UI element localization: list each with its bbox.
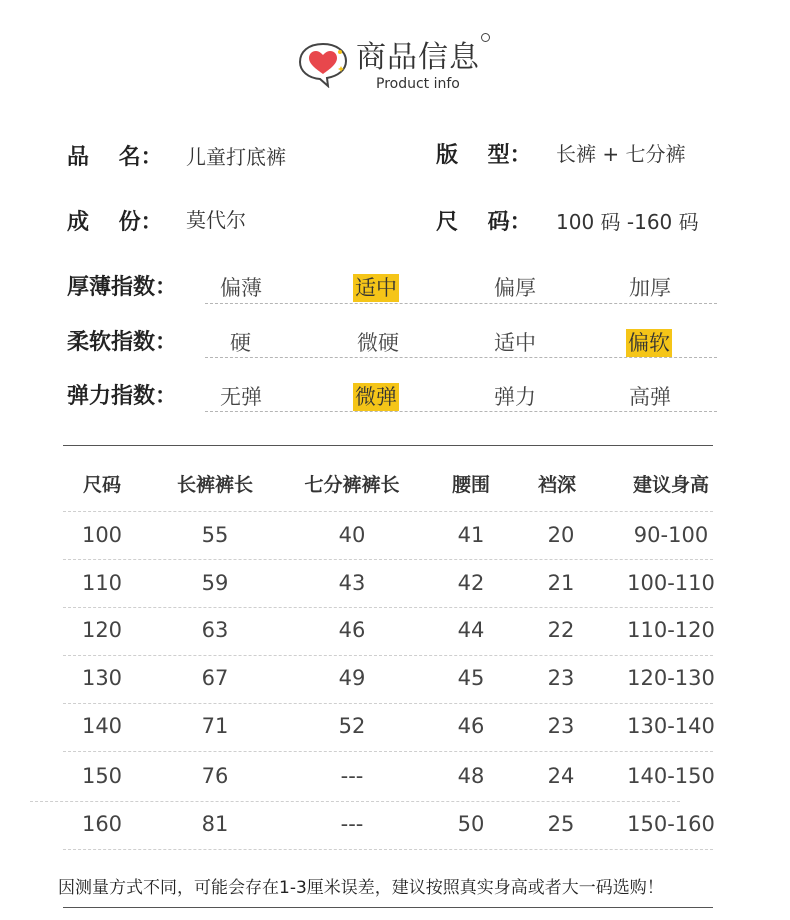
table-cell: 140 bbox=[81, 714, 123, 738]
elasticity-index-label: 弹力指数： bbox=[67, 384, 178, 409]
header-height: 建议身高 bbox=[632, 474, 710, 496]
softness-option-slightly-hard: 微硬 bbox=[357, 331, 399, 355]
table-cell: 46 bbox=[457, 714, 485, 738]
table-cell: 22 bbox=[547, 618, 575, 642]
thickness-index-label: 厚薄指数： bbox=[67, 275, 178, 300]
table-cell: 21 bbox=[547, 571, 575, 595]
table-cell: 140-150 bbox=[627, 764, 715, 788]
table-cell: 40 bbox=[338, 523, 366, 547]
table-bottom-rule bbox=[63, 907, 713, 908]
table-cell: 20 bbox=[547, 523, 575, 547]
size-value: 100 码 -160 码 bbox=[556, 210, 699, 234]
heart-speech-bubble-icon bbox=[296, 38, 352, 88]
degree-ring-decoration bbox=[481, 33, 490, 42]
name-label: 品 名： bbox=[67, 145, 163, 170]
table-cell: 63 bbox=[201, 618, 229, 642]
table-cell: 23 bbox=[547, 714, 575, 738]
row-divider bbox=[63, 751, 713, 752]
table-cell: 100-110 bbox=[627, 571, 715, 595]
table-cell: 100 bbox=[81, 523, 123, 547]
table-cell: 130-140 bbox=[627, 714, 715, 738]
table-cell: 52 bbox=[338, 714, 366, 738]
softness-option-hard: 硬 bbox=[230, 331, 251, 355]
table-cell: 48 bbox=[457, 764, 485, 788]
header-rise: 裆深 bbox=[537, 474, 577, 496]
measurement-note: 因测量方式不同，可能会存在1-3厘米误差，建议按照真实身高或者大一码选购！ bbox=[58, 878, 664, 898]
elasticity-option-slight: 微弹 bbox=[355, 385, 397, 409]
header-waist: 腰围 bbox=[451, 474, 491, 496]
table-cell: 55 bbox=[201, 523, 229, 547]
table-cell: 41 bbox=[457, 523, 485, 547]
softness-option-medium: 适中 bbox=[494, 331, 536, 355]
header-size: 尺码 bbox=[82, 474, 122, 496]
table-cell: 42 bbox=[457, 571, 485, 595]
name-value: 儿童打底裤 bbox=[186, 145, 286, 169]
row-divider bbox=[30, 801, 680, 802]
softness-index-label: 柔软指数： bbox=[67, 330, 178, 355]
elasticity-option-high: 高弹 bbox=[629, 385, 671, 409]
row-divider bbox=[63, 703, 713, 704]
table-cell: 150-160 bbox=[627, 812, 715, 836]
elasticity-option-stretch: 弹力 bbox=[494, 385, 536, 409]
table-cell: 76 bbox=[201, 764, 229, 788]
table-cell: 24 bbox=[547, 764, 575, 788]
row-divider bbox=[63, 511, 713, 512]
table-cell: 90-100 bbox=[633, 523, 709, 547]
table-cell: 59 bbox=[201, 571, 229, 595]
table-cell: 49 bbox=[338, 666, 366, 690]
table-cell: 25 bbox=[547, 812, 575, 836]
table-cell: 81 bbox=[201, 812, 229, 836]
thickness-index-line bbox=[205, 303, 717, 304]
section-subtitle: Product info bbox=[376, 76, 460, 92]
style-label: 版 型： bbox=[436, 143, 532, 168]
material-value: 莫代尔 bbox=[186, 208, 246, 232]
table-cell: 45 bbox=[457, 666, 485, 690]
elasticity-option-none: 无弹 bbox=[220, 385, 262, 409]
table-cell: 71 bbox=[201, 714, 229, 738]
table-cell: 150 bbox=[81, 764, 123, 788]
elasticity-index-line bbox=[205, 411, 717, 412]
header-pants-length: 长裤裤长 bbox=[176, 474, 254, 496]
table-cell: 23 bbox=[547, 666, 575, 690]
section-title: 商品信息 bbox=[356, 40, 480, 75]
table-cell: 44 bbox=[457, 618, 485, 642]
thickness-option-extra-thick: 加厚 bbox=[629, 276, 671, 300]
material-label: 成 份： bbox=[67, 210, 163, 235]
softness-index-line bbox=[205, 357, 717, 358]
table-cell: 43 bbox=[338, 571, 366, 595]
thickness-option-thin: 偏薄 bbox=[220, 276, 262, 300]
table-cell: 67 bbox=[201, 666, 229, 690]
table-cell: 110-120 bbox=[627, 618, 715, 642]
table-cell: 130 bbox=[81, 666, 123, 690]
thickness-option-thick: 偏厚 bbox=[494, 276, 536, 300]
row-divider bbox=[63, 849, 713, 850]
row-divider bbox=[63, 607, 713, 608]
header-capri-length: 七分裤裤长 bbox=[304, 474, 400, 496]
table-cell: --- bbox=[340, 812, 364, 836]
table-cell: 160 bbox=[81, 812, 123, 836]
table-cell: 50 bbox=[457, 812, 485, 836]
softness-option-soft: 偏软 bbox=[628, 331, 670, 355]
row-divider bbox=[63, 559, 713, 560]
size-label: 尺 码： bbox=[436, 210, 532, 235]
table-cell: 46 bbox=[338, 618, 366, 642]
table-top-rule bbox=[63, 445, 713, 446]
style-value: 长裤 + 七分裤 bbox=[556, 142, 686, 166]
table-cell: 120-130 bbox=[627, 666, 715, 690]
thickness-option-medium: 适中 bbox=[355, 276, 397, 300]
row-divider bbox=[63, 655, 713, 656]
table-cell: 120 bbox=[81, 618, 123, 642]
table-cell: --- bbox=[340, 764, 364, 788]
table-cell: 110 bbox=[81, 571, 123, 595]
